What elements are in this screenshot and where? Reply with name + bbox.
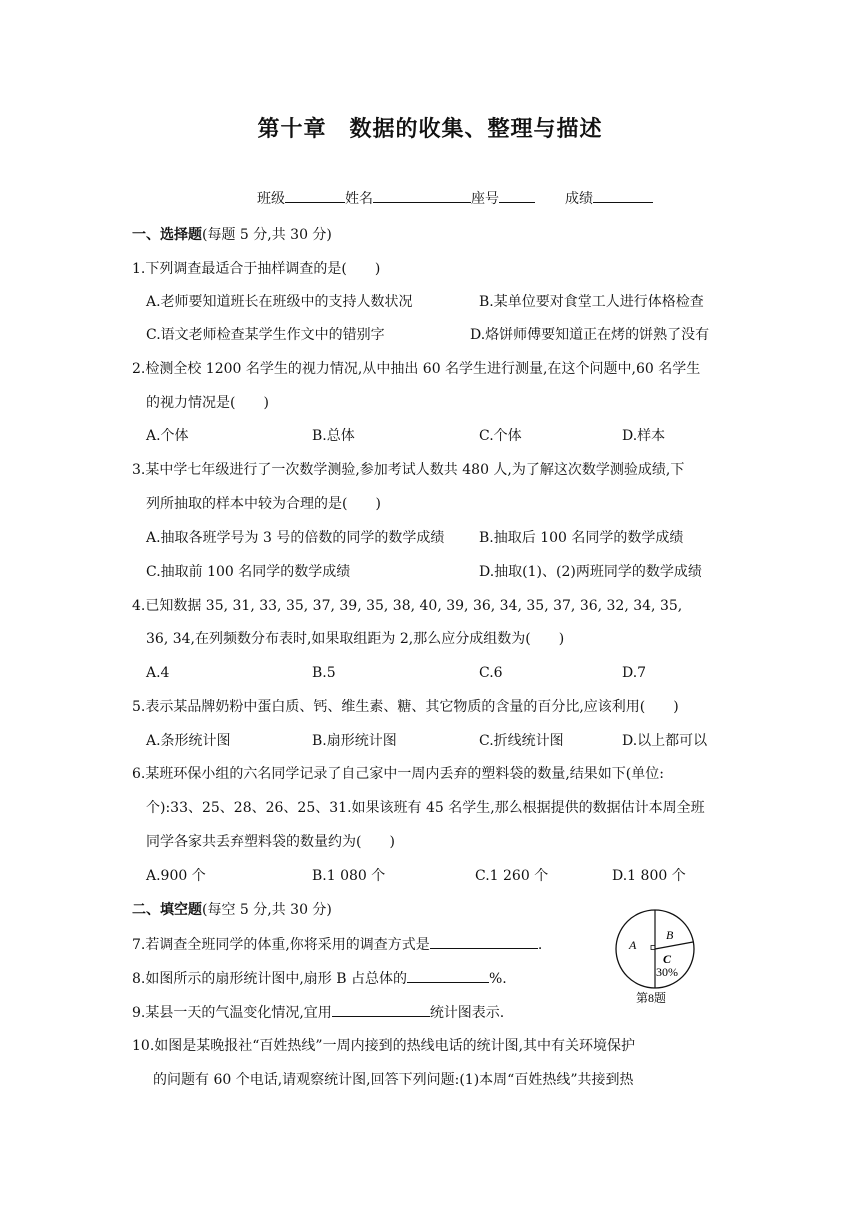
seat-label: 座号 bbox=[471, 191, 499, 207]
q3-stem-1: 3.某中学七年级进行了一次数学测验,参加考试人数共 480 人,为了解这次数学测验成绩,下 bbox=[132, 462, 685, 478]
q9-stem: 9.某县一天的气温变化情况,宜用 统计图表示. bbox=[132, 1002, 504, 1023]
q4-option-a[interactable]: A.4 bbox=[146, 665, 170, 681]
sector-a-label: A bbox=[629, 938, 637, 952]
q2-option-a[interactable]: A.个体 bbox=[146, 428, 189, 444]
q6-stem-3: 同学各家共丢弃塑料袋的数量约为( ) bbox=[146, 834, 395, 850]
q1-stem: 1.下列调查最适合于抽样调查的是( ) bbox=[132, 261, 381, 277]
q1-option-c[interactable]: C.语文老师检查某学生作文中的错别字 bbox=[146, 327, 385, 343]
q9-answer-blank[interactable] bbox=[332, 1002, 430, 1017]
q4-option-c[interactable]: C.6 bbox=[479, 665, 503, 681]
page-title: 第十章 数据的收集、整理与描述 bbox=[257, 116, 603, 142]
q2-option-c[interactable]: C.个体 bbox=[479, 428, 522, 444]
name-blank[interactable] bbox=[373, 188, 471, 203]
q4-stem-1: 4.已知数据 35, 31, 33, 35, 37, 39, 35, 38, 40, 39, 36, 34, 35, 37, 36, 32, 34, 35, bbox=[132, 598, 683, 614]
q1-option-a[interactable]: A.老师要知道班长在班级中的支持人数状况 bbox=[146, 294, 413, 310]
q7-stem: 7.若调查全班同学的体重,你将采用的调查方式是 . bbox=[132, 934, 542, 955]
pie-divider-right bbox=[655, 942, 693, 949]
q3-option-a[interactable]: A.抽取各班学号为 3 号的倍数的同学的数学成绩 bbox=[146, 530, 445, 546]
class-label: 班级 bbox=[257, 191, 285, 207]
class-blank[interactable] bbox=[285, 188, 345, 203]
seat-blank[interactable] bbox=[499, 188, 535, 203]
q2-stem-1: 2.检测全校 1200 名学生的视力情况,从中抽出 60 名学生进行测量,在这个问题中,60 名学生 bbox=[132, 361, 701, 377]
section-choice-heading: 一、选择题(每题 5 分,共 30 分) bbox=[132, 227, 332, 243]
sector-c-percent: 30% bbox=[656, 965, 678, 979]
q8-answer-blank[interactable] bbox=[407, 968, 489, 983]
q6-stem-1: 6.某班环保小组的六名同学记录了自己家中一周内丢弃的塑料袋的数量,结果如下(单位: bbox=[132, 766, 664, 782]
q2-option-b[interactable]: B.总体 bbox=[312, 428, 355, 444]
score-blank[interactable] bbox=[593, 188, 653, 203]
q3-option-b[interactable]: B.抽取后 100 名同学的数学成绩 bbox=[479, 530, 684, 546]
q1-option-d[interactable]: D.烙饼师傅要知道正在烤的饼熟了没有 bbox=[470, 327, 710, 343]
q6-option-b[interactable]: B.1 080 个 bbox=[312, 868, 386, 884]
q10-stem-1: 10.如图是某晚报社“百姓热线”一周内接到的热线电话的统计图,其中有关环境保护 bbox=[132, 1038, 636, 1054]
q6-stem-2: 个):33、25、28、26、25、31.如果该班有 45 名学生,那么根据提供的数据估计本周全班 bbox=[146, 800, 705, 816]
q8-pie-figure bbox=[608, 906, 708, 1006]
q5-option-b[interactable]: B.扇形统计图 bbox=[312, 733, 397, 749]
name-label: 姓名 bbox=[345, 191, 373, 207]
q8-stem: 8.如图所示的扇形统计图中,扇形 B 占总体的 %. bbox=[132, 968, 507, 989]
q3-stem-2: 列所抽取的样本中较为合理的是( ) bbox=[146, 496, 381, 512]
student-info-line bbox=[257, 188, 653, 208]
q5-option-c[interactable]: C.折线统计图 bbox=[479, 733, 564, 749]
q6-option-a[interactable]: A.900 个 bbox=[146, 868, 206, 884]
q4-option-b[interactable]: B.5 bbox=[312, 665, 336, 681]
sector-b-label: B bbox=[666, 928, 674, 942]
q5-option-a[interactable]: A.条形统计图 bbox=[146, 733, 231, 749]
q3-option-c[interactable]: C.抽取前 100 名同学的数学成绩 bbox=[146, 564, 351, 580]
section-fill-heading: 二、填空题(每空 5 分,共 30 分) bbox=[132, 902, 332, 918]
score-label: 成绩 bbox=[565, 191, 593, 207]
q4-option-d[interactable]: D.7 bbox=[622, 665, 647, 681]
q1-option-b[interactable]: B.某单位要对食堂工人进行体格检查 bbox=[479, 294, 704, 310]
q6-option-c[interactable]: C.1 260 个 bbox=[475, 868, 549, 884]
q2-option-d[interactable]: D.样本 bbox=[622, 428, 666, 444]
q4-stem-2: 36, 34,在列频数分布表时,如果取组距为 2,那么应分成组数为( ) bbox=[146, 631, 565, 647]
q10-stem-2: 的问题有 60 个电话,请观察统计图,回答下列问题:(1)本周“百姓热线”共接到热 bbox=[153, 1072, 634, 1088]
figure-caption: 第8题 bbox=[636, 991, 667, 1005]
q3-option-d[interactable]: D.抽取(1)、(2)两班同学的数学成绩 bbox=[479, 564, 702, 580]
sector-c-label: C bbox=[663, 952, 672, 966]
q7-answer-blank[interactable] bbox=[430, 934, 538, 949]
q5-stem: 5.表示某品牌奶粉中蛋白质、钙、维生素、糖、其它物质的含量的百分比,应该利用( ) bbox=[132, 699, 679, 715]
q6-option-d[interactable]: D.1 800 个 bbox=[612, 868, 686, 884]
q5-option-d[interactable]: D.以上都可以 bbox=[622, 733, 708, 749]
q2-stem-2: 的视力情况是( ) bbox=[146, 395, 269, 411]
